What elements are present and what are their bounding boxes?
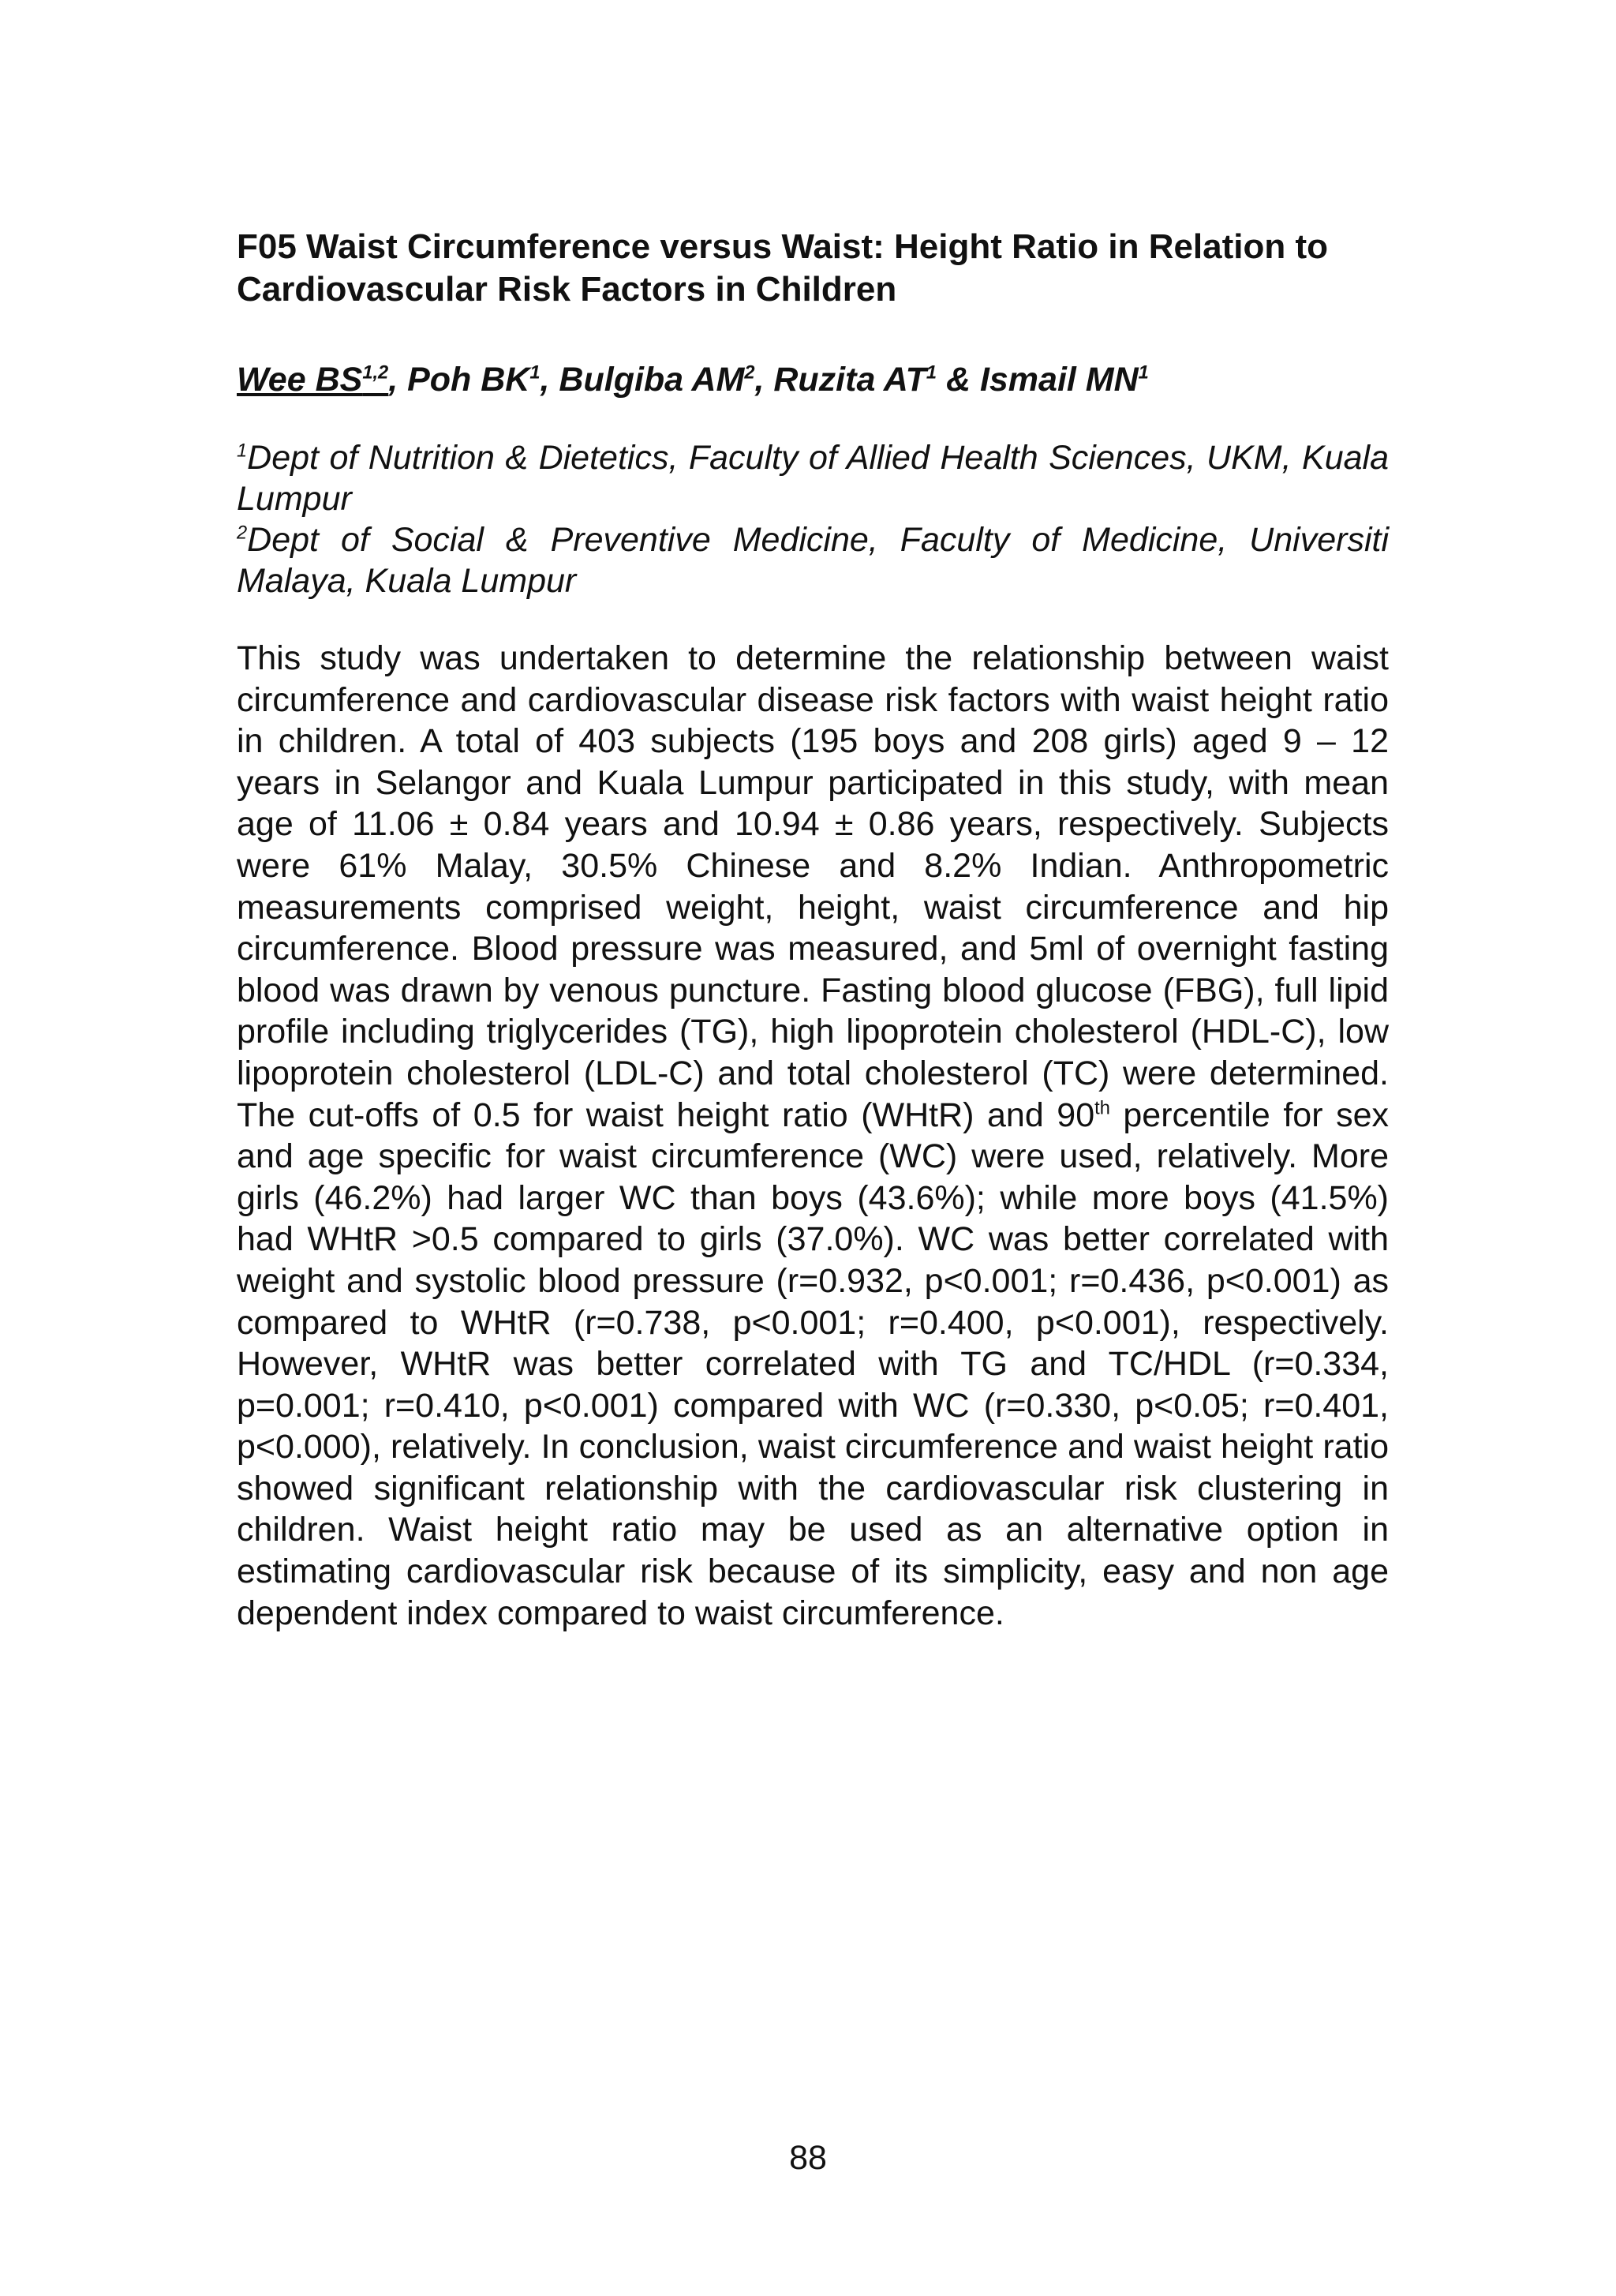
author-name: , Poh BK xyxy=(388,361,530,399)
affiliation-text: Dept of Social & Preventive Medicine, Faculty of Medicine, Universiti Malaya, Kuala Lumpur xyxy=(237,521,1389,600)
author-name: , Bulgiba AM xyxy=(540,361,745,399)
abstract-body xyxy=(237,638,1389,1634)
ordinal-suffix: th xyxy=(1094,1098,1110,1119)
author-affiliation-mark: 1 xyxy=(1138,362,1149,384)
author-name: , Ruzita AT xyxy=(754,361,926,399)
author-affiliation-mark: 2 xyxy=(744,362,755,384)
author-name: & Ismail MN xyxy=(937,361,1139,399)
affiliation-number: 2 xyxy=(237,522,248,544)
abstract-text: This study was undertaken to determine the relationship between waist circumference and cardiovascular disease risk factors with waist height ratio in children. A total of 403 subjects (195 boys and 208 girls) aged 9 – 12 years in Selangor and Kuala Lumpur participated in this study, with mean age of 11.06 ± 0.84 years and 10.94 ± 0.86 years, respectively. Subjects were 61% Malay, 30.5% Chinese and 8.2% Indian. Anthropometric measurements comprised weight, height, waist circumference and hip circumference. Blood pressure was measured, and 5ml of overnight fasting blood was drawn by venous puncture. Fasting blood glucose (FBG), full lipid profile including triglycerides (TG), high lipoprotein cholesterol (HDL-C), low lipoprotein cholesterol (LDL-C) and total cholesterol (TC) were determined. The cut-offs of 0.5 for waist height ratio (WHtR) and 90 xyxy=(237,639,1389,1134)
author-affiliation-mark: 1 xyxy=(529,362,541,384)
abstract-text: percentile for sex and age specific for waist circumference (WC) were used, relatively. More girls (46.2%) had larger WC than boys (43.6%); while more boys (41.5%) had WHtR >0.5 compared to girls (37.0%). WC was better correlated with weight and systolic blood pressure (r=0.932, p<0.001; r=0.436, p<0.001) as compared to WHtR (r=0.738, p<0.001; r=0.400, p<0.001), respectively. However, WHtR was better correlated with TG and TC/HDL (r=0.334, p=0.001; r=0.410, p<0.001) compared with WC (r=0.330, p<0.05; r=0.401, p<0.000), relatively. In conclusion, waist circumference and waist height ratio showed significant relationship with the cardiovascular risk clustering in children. Waist height ratio may be used as an alternative option in estimating cardiovascular risk because of its simplicity, easy and non age dependent index compared to waist circumference. xyxy=(237,1096,1389,1632)
abstract-title: F05 Waist Circumference versus Waist: Height Ratio in Relation to Cardiovascular Risk Factors in Children xyxy=(237,227,1329,309)
presenting-author xyxy=(237,361,388,399)
author-name: Wee BS xyxy=(237,361,363,399)
page-number: 88 xyxy=(789,2139,827,2177)
affiliation xyxy=(237,437,1389,519)
abstract-content xyxy=(237,226,1389,1668)
author-list xyxy=(237,358,1389,401)
affiliation-text: Dept of Nutrition & Dietetics, Faculty of Allied Health Sciences, UKM, Kuala Lumpur xyxy=(237,439,1389,518)
affiliation-number: 1 xyxy=(237,440,248,462)
author-affiliation-mark: 1,2 xyxy=(362,362,389,384)
author-affiliation-mark: 1 xyxy=(926,362,937,384)
affiliation xyxy=(237,519,1389,601)
affiliation-list xyxy=(237,437,1389,601)
